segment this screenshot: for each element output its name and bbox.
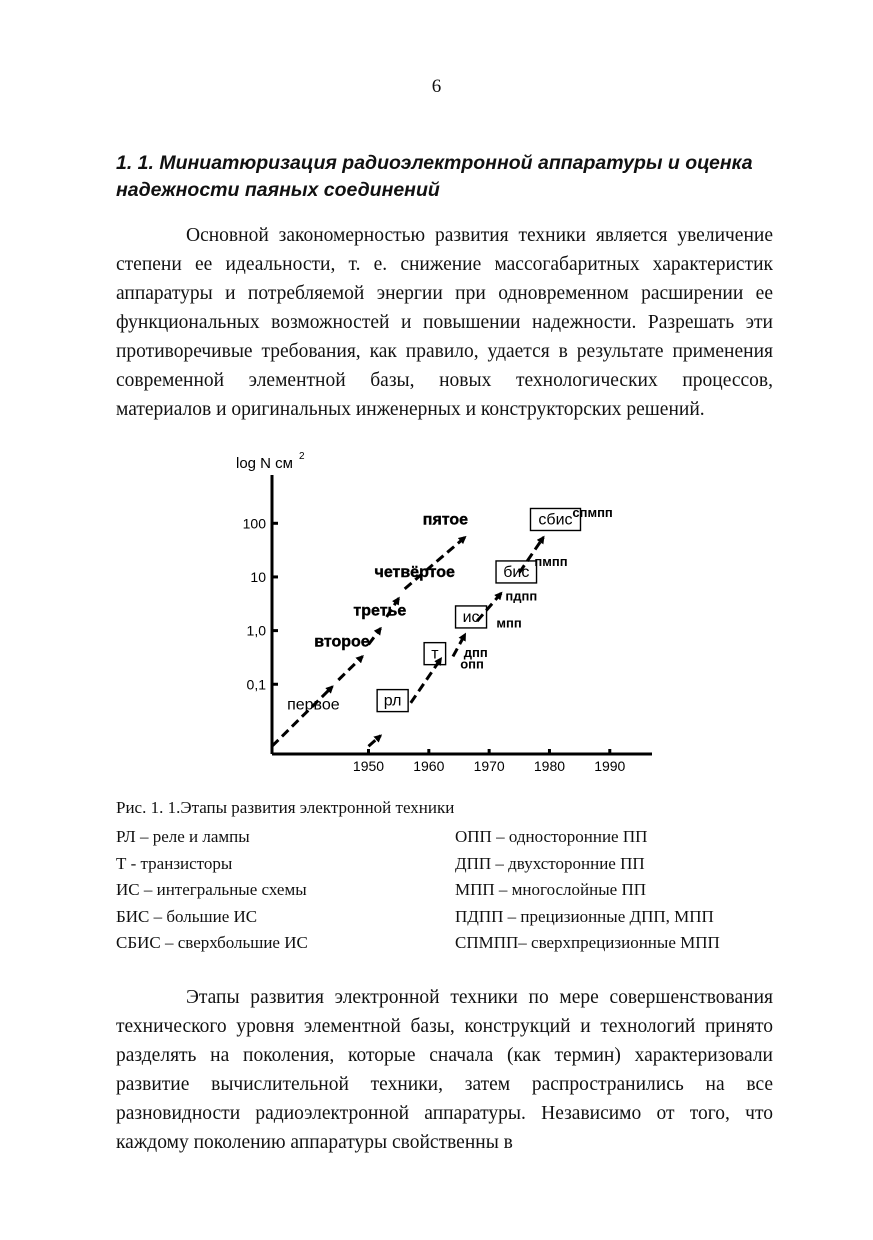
figure-caption: Рис. 1. 1.Этапы развития электронной техники bbox=[116, 798, 455, 817]
legend-item: БИС – большие ИС bbox=[116, 906, 258, 926]
x-tick-label: 1990 bbox=[594, 758, 626, 774]
legend-item: ОПП – односторонние ПП bbox=[455, 827, 648, 846]
legend-item: МПП – многослойные ПП bbox=[455, 880, 646, 899]
paragraph-generations-text: Этапы развития электронной техники по мере совершенствования технического уровня элементной базы, конструкций и технологий принято разделять на поколения, которые сначала (как термин) характеризовали развитие вычислительной техники, затем распространились на все разновидности радиоэлектронной аппаратуры. Независимо от того, что каждому поколению аппаратуры свойственны в bbox=[116, 987, 773, 1153]
generation-label: четвёртое bbox=[374, 563, 455, 581]
x-tick-label: 1970 bbox=[473, 758, 505, 774]
y-tick-label: 0,1 bbox=[246, 676, 266, 693]
element-base-label: бис bbox=[503, 563, 530, 581]
element-base-label: т bbox=[431, 645, 439, 663]
board-type-annotation: пдпп bbox=[505, 588, 538, 604]
paragraph-intro-text: Основной закономерностью развития техники является увеличение степени ее идеальности, т. е. снижение массогабаритных характеристик аппаратуры и потребляемой энергии при одновременном расширении ее функциональных возможностей и повышении надежности. Разрешать эти противоречивые требования, как правило, удается в результате применения современной элементной базы, новых технологических процессов, материалов и оригинальных инженерных и конструкторских решений. bbox=[116, 225, 773, 420]
x-tick-label: 1980 bbox=[533, 758, 566, 774]
element-base-label: рл bbox=[383, 692, 402, 710]
legend-item: СБИС – сверхбольшие ИС bbox=[116, 933, 308, 952]
x-tick-label: 1960 bbox=[413, 758, 445, 774]
generation-arrow bbox=[338, 656, 362, 680]
legend-item: ИС – интегральные схемы bbox=[116, 880, 307, 899]
legend-item: ДПП – двухсторонние ПП bbox=[455, 853, 645, 873]
generation-label: второе bbox=[314, 633, 370, 651]
y-tick-label: 1,0 bbox=[246, 622, 266, 639]
legend-item: Т - транзисторы bbox=[116, 853, 233, 873]
element-base-label: ис bbox=[462, 608, 480, 626]
legend-left-column bbox=[116, 824, 308, 957]
generation-arrow bbox=[369, 628, 381, 644]
generation-label: первое bbox=[287, 696, 340, 714]
generation-label: третье bbox=[353, 602, 407, 620]
y-tick-label: 100 bbox=[242, 515, 266, 532]
legend-item: СПМПП– сверхпрецизионные МПП bbox=[455, 933, 720, 952]
board-type-annotation: спмпп bbox=[572, 505, 613, 521]
board-type-annotation: опп bbox=[460, 656, 484, 672]
board-type-annotation: мпп bbox=[496, 615, 522, 631]
y-tick-label: 10 bbox=[250, 568, 266, 585]
y-axis-label: log N см bbox=[236, 455, 293, 472]
paragraph-generations bbox=[116, 983, 773, 1157]
generation-label: пятое bbox=[422, 511, 469, 529]
legend-item: ПДПП – прецизионные ДПП, МПП bbox=[455, 906, 714, 926]
board-type-annotation: дпп bbox=[463, 645, 488, 661]
legend-right-column bbox=[455, 824, 720, 957]
page-number: 6 bbox=[431, 76, 442, 97]
element-base-arrow bbox=[369, 736, 381, 747]
board-type-annotation: пмпп bbox=[534, 553, 568, 569]
element-base-label: сбис bbox=[538, 511, 573, 529]
x-tick-label: 1950 bbox=[352, 758, 385, 774]
y-axis-label-superscript: 2 bbox=[299, 451, 305, 462]
legend-item: РЛ – реле и лампы bbox=[116, 827, 250, 846]
section-title: 1. 1. Миниатюризация радиоэлектронной аппаратуры и оценка надежности паяных соединений bbox=[116, 152, 753, 201]
